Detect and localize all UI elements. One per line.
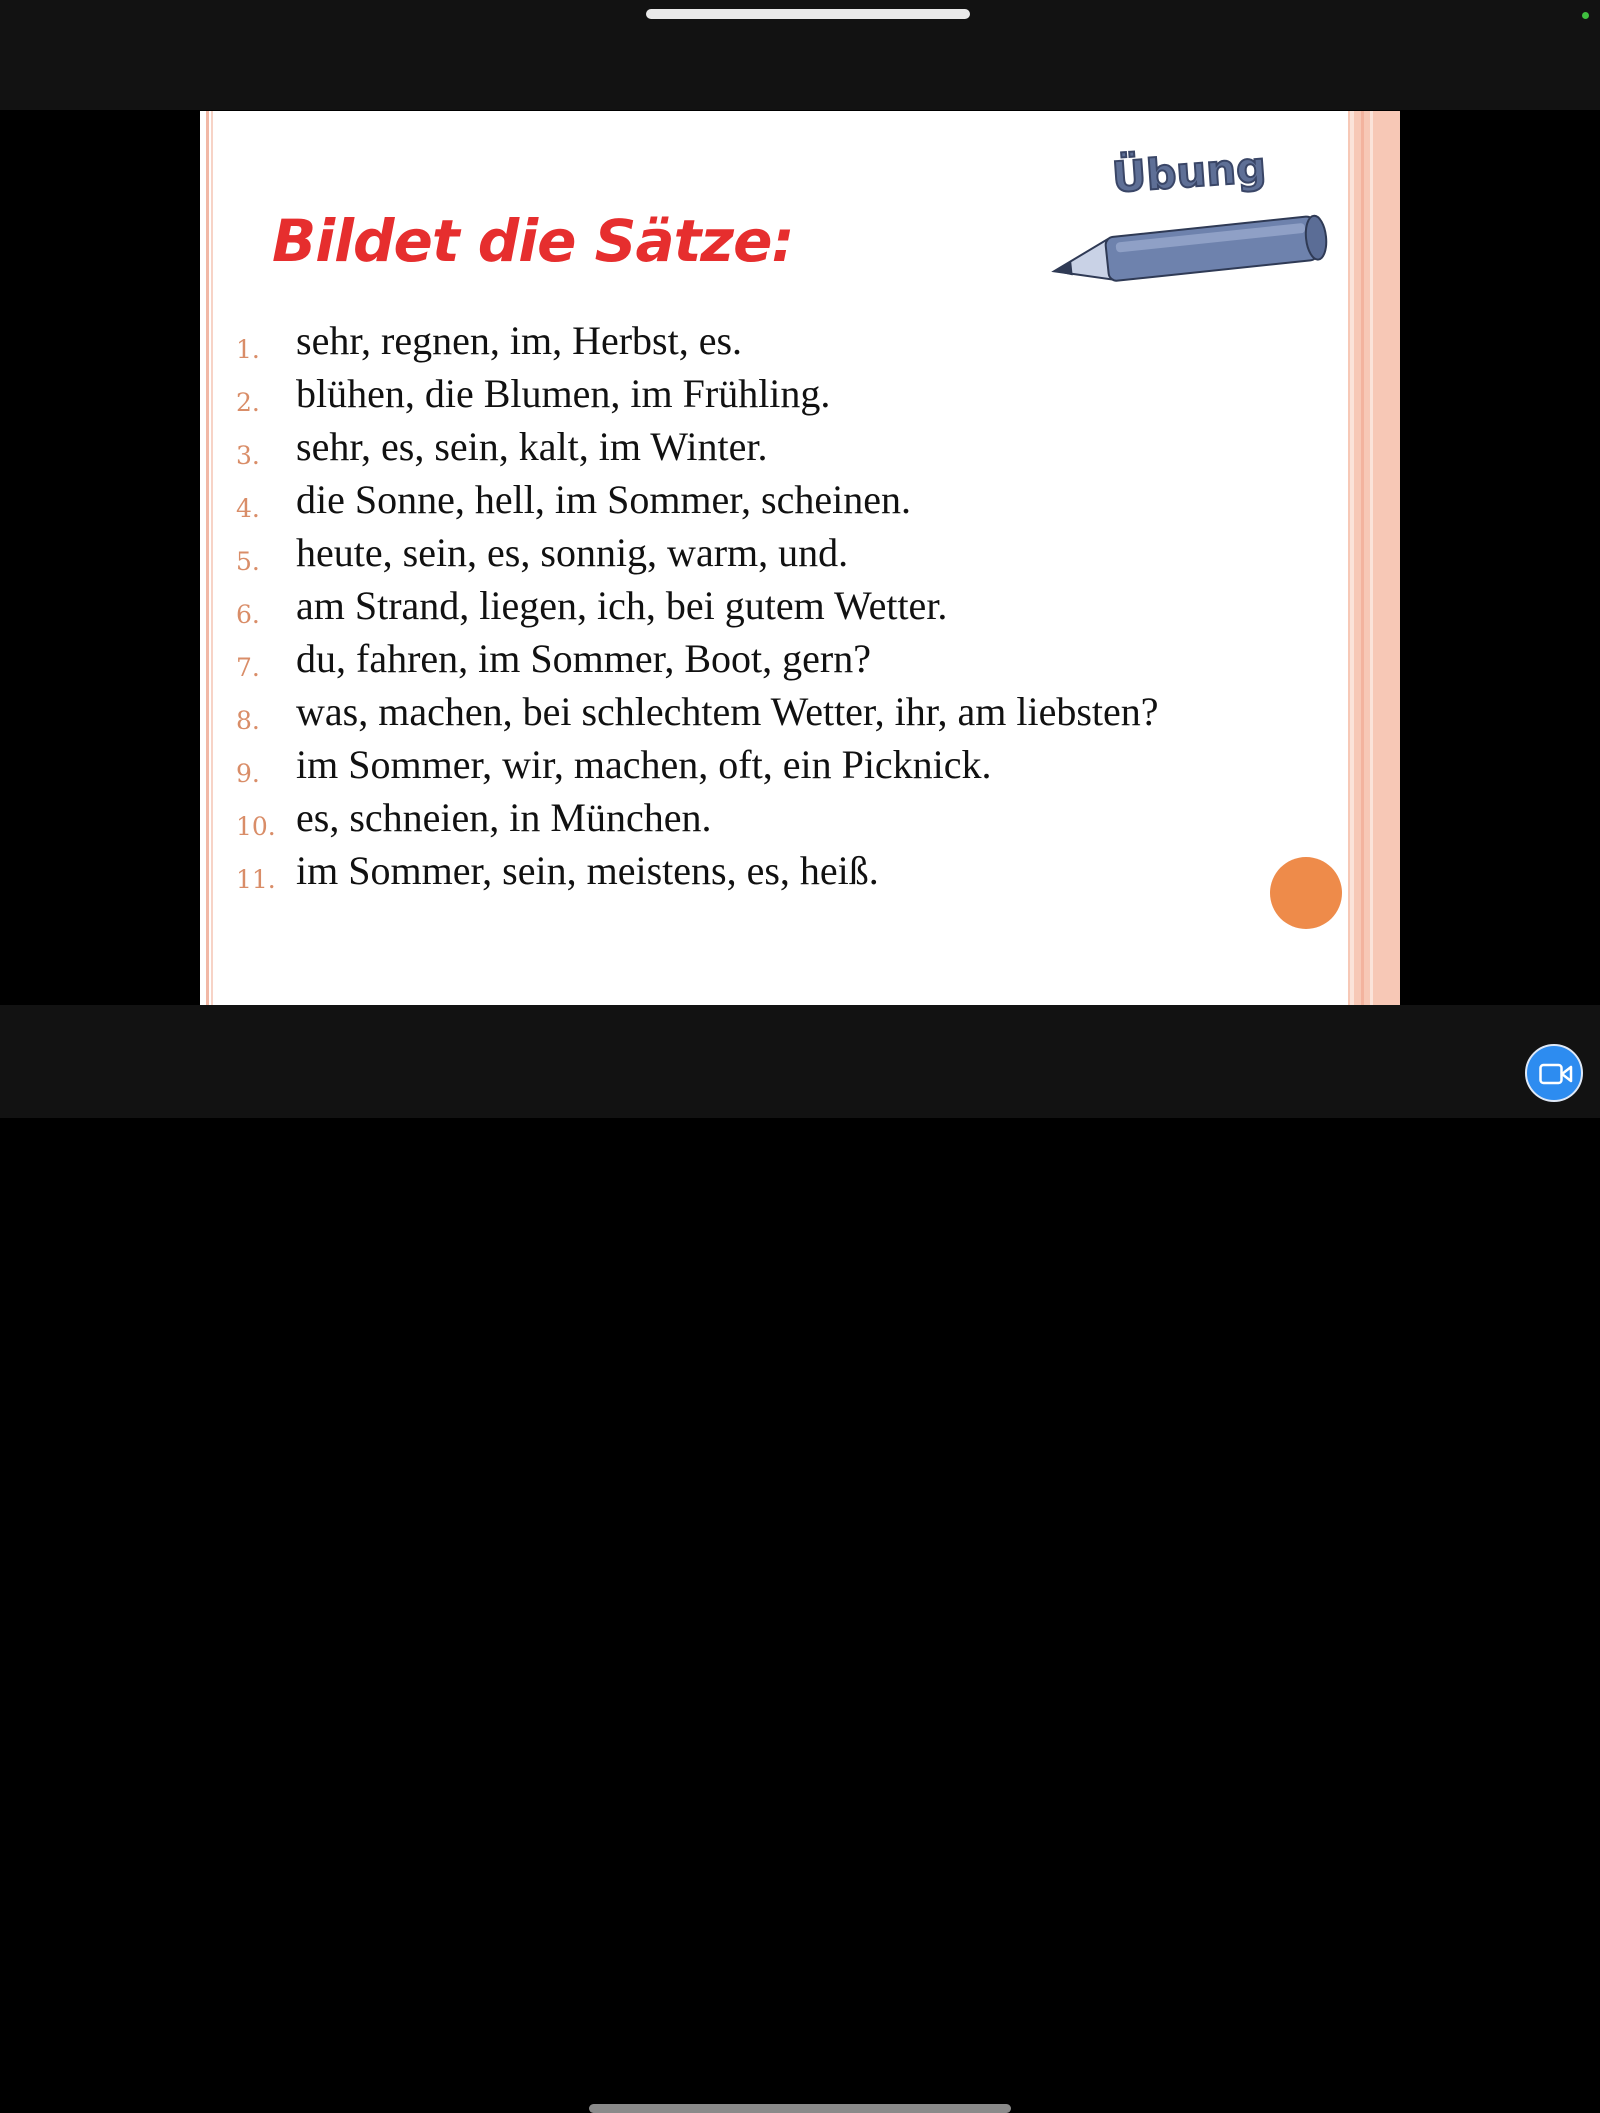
video-camera-icon	[1539, 1062, 1573, 1086]
slide-right-border-line	[1350, 111, 1354, 1005]
presentation-slide	[200, 111, 1400, 1005]
item-number: 10.	[236, 812, 276, 841]
item-number: 4.	[236, 494, 260, 523]
item-number: 2.	[236, 388, 260, 417]
item-number: 11.	[236, 865, 276, 894]
item-number: 1.	[236, 335, 260, 364]
item-text: du, fahren, im Sommer, Boot, gern?	[296, 636, 871, 681]
slide-right-border-line	[1370, 111, 1373, 1005]
item-text: im Sommer, sein, meistens, es, heiß.	[296, 848, 879, 893]
slide-left-border-inner	[211, 111, 213, 1005]
item-text: am Strand, liegen, ich, bei gutem Wetter.	[296, 583, 948, 628]
slide-title: Bildet die Sätze:	[272, 207, 794, 275]
item-text: sehr, regnen, im, Herbst, es.	[296, 318, 743, 363]
item-text: im Sommer, wir, machen, oft, ein Picknick.	[296, 742, 992, 787]
item-text: sehr, es, sein, kalt, im Winter.	[296, 424, 768, 469]
item-number: 3.	[236, 441, 260, 470]
home-indicator[interactable]	[589, 2104, 1011, 2113]
slide-left-border	[206, 111, 209, 1005]
item-number: 6.	[236, 600, 260, 629]
top-drag-handle[interactable]	[646, 9, 970, 19]
item-number: 7.	[236, 653, 260, 682]
item-text: heute, sein, es, sonnig, warm, und.	[296, 530, 849, 575]
ubung-badge-label: Übung	[1110, 142, 1268, 202]
item-text: es, schneien, in München.	[296, 795, 712, 840]
item-text: blühen, die Blumen, im Frühling.	[296, 371, 831, 416]
bottom-bar	[0, 1005, 1600, 1118]
slide-right-border-line	[1361, 111, 1364, 1005]
item-number: 8.	[236, 706, 260, 735]
item-text: die Sonne, hell, im Sommer, scheinen.	[296, 477, 911, 522]
item-number: 5.	[236, 547, 260, 576]
camera-indicator-dot	[1582, 12, 1589, 19]
item-text: was, machen, bei schlechtem Wetter, ihr, am liebsten?	[296, 689, 1159, 734]
orange-decorative-circle	[1270, 857, 1342, 929]
top-bar	[0, 0, 1600, 110]
video-camera-button[interactable]	[1525, 1044, 1583, 1102]
slide-right-border	[1348, 111, 1400, 1005]
pencil-icon	[1044, 199, 1334, 289]
item-number: 9.	[236, 759, 260, 788]
